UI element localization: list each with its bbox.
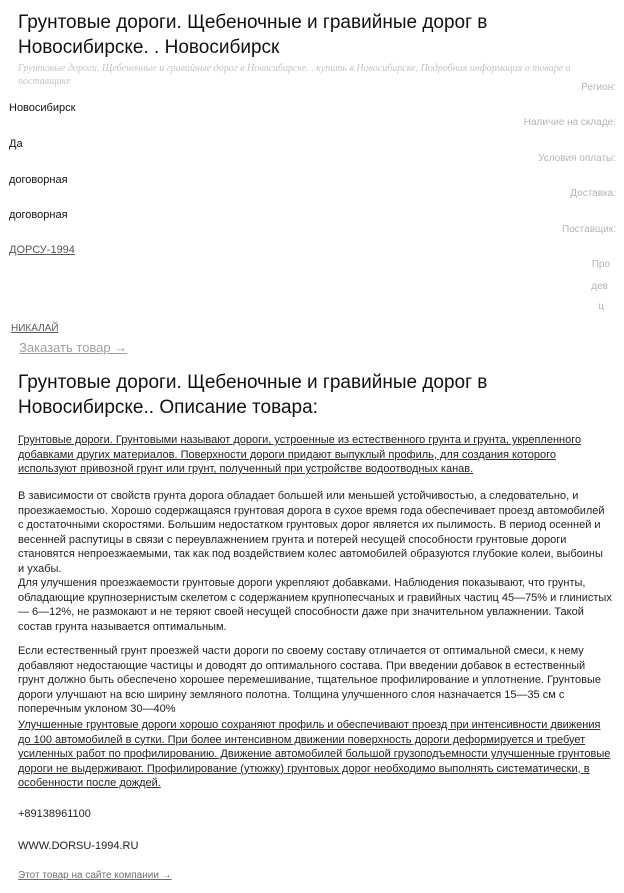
- spec-delivery-label: Доставка:: [570, 188, 616, 199]
- order-product-link[interactable]: Заказать товар →: [19, 340, 128, 355]
- spec-region-label: Регион:: [581, 82, 616, 93]
- spec-supplier-link[interactable]: ДОРСУ-1994: [9, 244, 75, 256]
- spec-payment-label: Условия оплаты:: [538, 153, 616, 164]
- page-subtitle: Грунтовые дороги. Щебеночные и гравийные дорог в Новосибирске. . купить в Новосибирске. Подробная информация о товаре и поставщике: [18, 63, 571, 87]
- description-paragraph: Если естественный грунт проезжей части дороги по своему составу отличается от оптимальной смеси, к нему добавляют недостающие частицы и доводят до оптимального состава. При введении добавок в естественный грунт должно быть обеспечено хорошее перемешивание, тщательное профилирование и уплотнение. Грунтовые дороги улучшают на всю ширину земляного полотна. Толщина улучшенного слоя назначается 15—35 см с поперечным уклоном 30—40%: [18, 645, 601, 715]
- spec-stock-label: Наличие на складе:: [523, 117, 616, 128]
- spec-payment-value: договорная: [9, 174, 68, 186]
- faded-fragment: дев: [591, 281, 608, 292]
- page-title: Грунтовые дороги. Щебеночные и гравийные дорог в Новосибирске. . Новосибирск: [18, 12, 488, 58]
- description-paragraph: Грунтовые дороги. Грунтовыми называют дороги, устроенные из естественного грунта и грунта, укрепленного добавками других материалов. Поверхности дороги придают выпуклый профиль, для создания которого используют привозной грунт или грунт, полученный при устройстве водоотводных канав.: [18, 434, 582, 475]
- description-paragraph: В зависимости от свойств грунта дорога обладает большей или меньшей устойчивостью, а следовательно, и проезжаемостью. Хорошо содержащаяся грунтовая дорога в сухое время года обеспечивает проезд автомобилей с достаточными скоростями. Большим недостатком грунтовых дорог является их пылимость. В период осенней и весенней распутицы в связи с переувлажнением грунта и потерей несущей способности грунтовые дороги становятся непроезжаемыми, так как под воздействием колес автомобилей образуются глубокие колеи, выбоины и ухабы.: [18, 490, 605, 575]
- seller-name-link[interactable]: НИКАЛАЙ: [11, 323, 59, 334]
- spec-region-value: Новосибирск: [9, 102, 76, 114]
- spec-stock-value: Да: [9, 138, 23, 150]
- faded-fragment: ц: [598, 301, 604, 312]
- spec-supplier-label: Поставщик:: [561, 224, 616, 235]
- description-title: Грунтовые дороги. Щебеночные и гравийные дорог в Новосибирске.. Описание товара:: [18, 372, 488, 418]
- contact-website: WWW.DORSU-1994.RU: [18, 840, 139, 852]
- spec-delivery-value: договорная: [9, 209, 68, 221]
- faded-fragment: Про: [591, 259, 610, 270]
- description-paragraph: Для улучшения проезжаемости грунтовые дороги укрепляют добавками. Наблюдения показывают, что грунты, обладающие крупнозернистым скелетом с содержанием крупнопесчаных и гравийных частиц 45—75% и глинистых — 6—12%, не размокают и не теряют своей несущей способности даже при значительном увлажнении. Такой состав грунта называется оптимальным.: [18, 577, 612, 633]
- description-paragraph: Улучшенные грунтовые дороги хорошо сохраняют профиль и обеспечивают проезд при интенсивности движения до 100 автомобилей в сутки. При более интенсивном движении поверхность дороги деформируется и требует усиленных работ по профилированию. Движение автомобилей большой грузоподъемности улучшенные грунтовые дороги не выдерживают. Профилирование (утюжку) грунтовых дорог необходимо выполнять систематически, в особенности после дождей.: [18, 719, 611, 789]
- contact-phone: +89138961100: [18, 808, 91, 820]
- company-site-link[interactable]: Этот товар на сайте компании →: [18, 870, 172, 881]
